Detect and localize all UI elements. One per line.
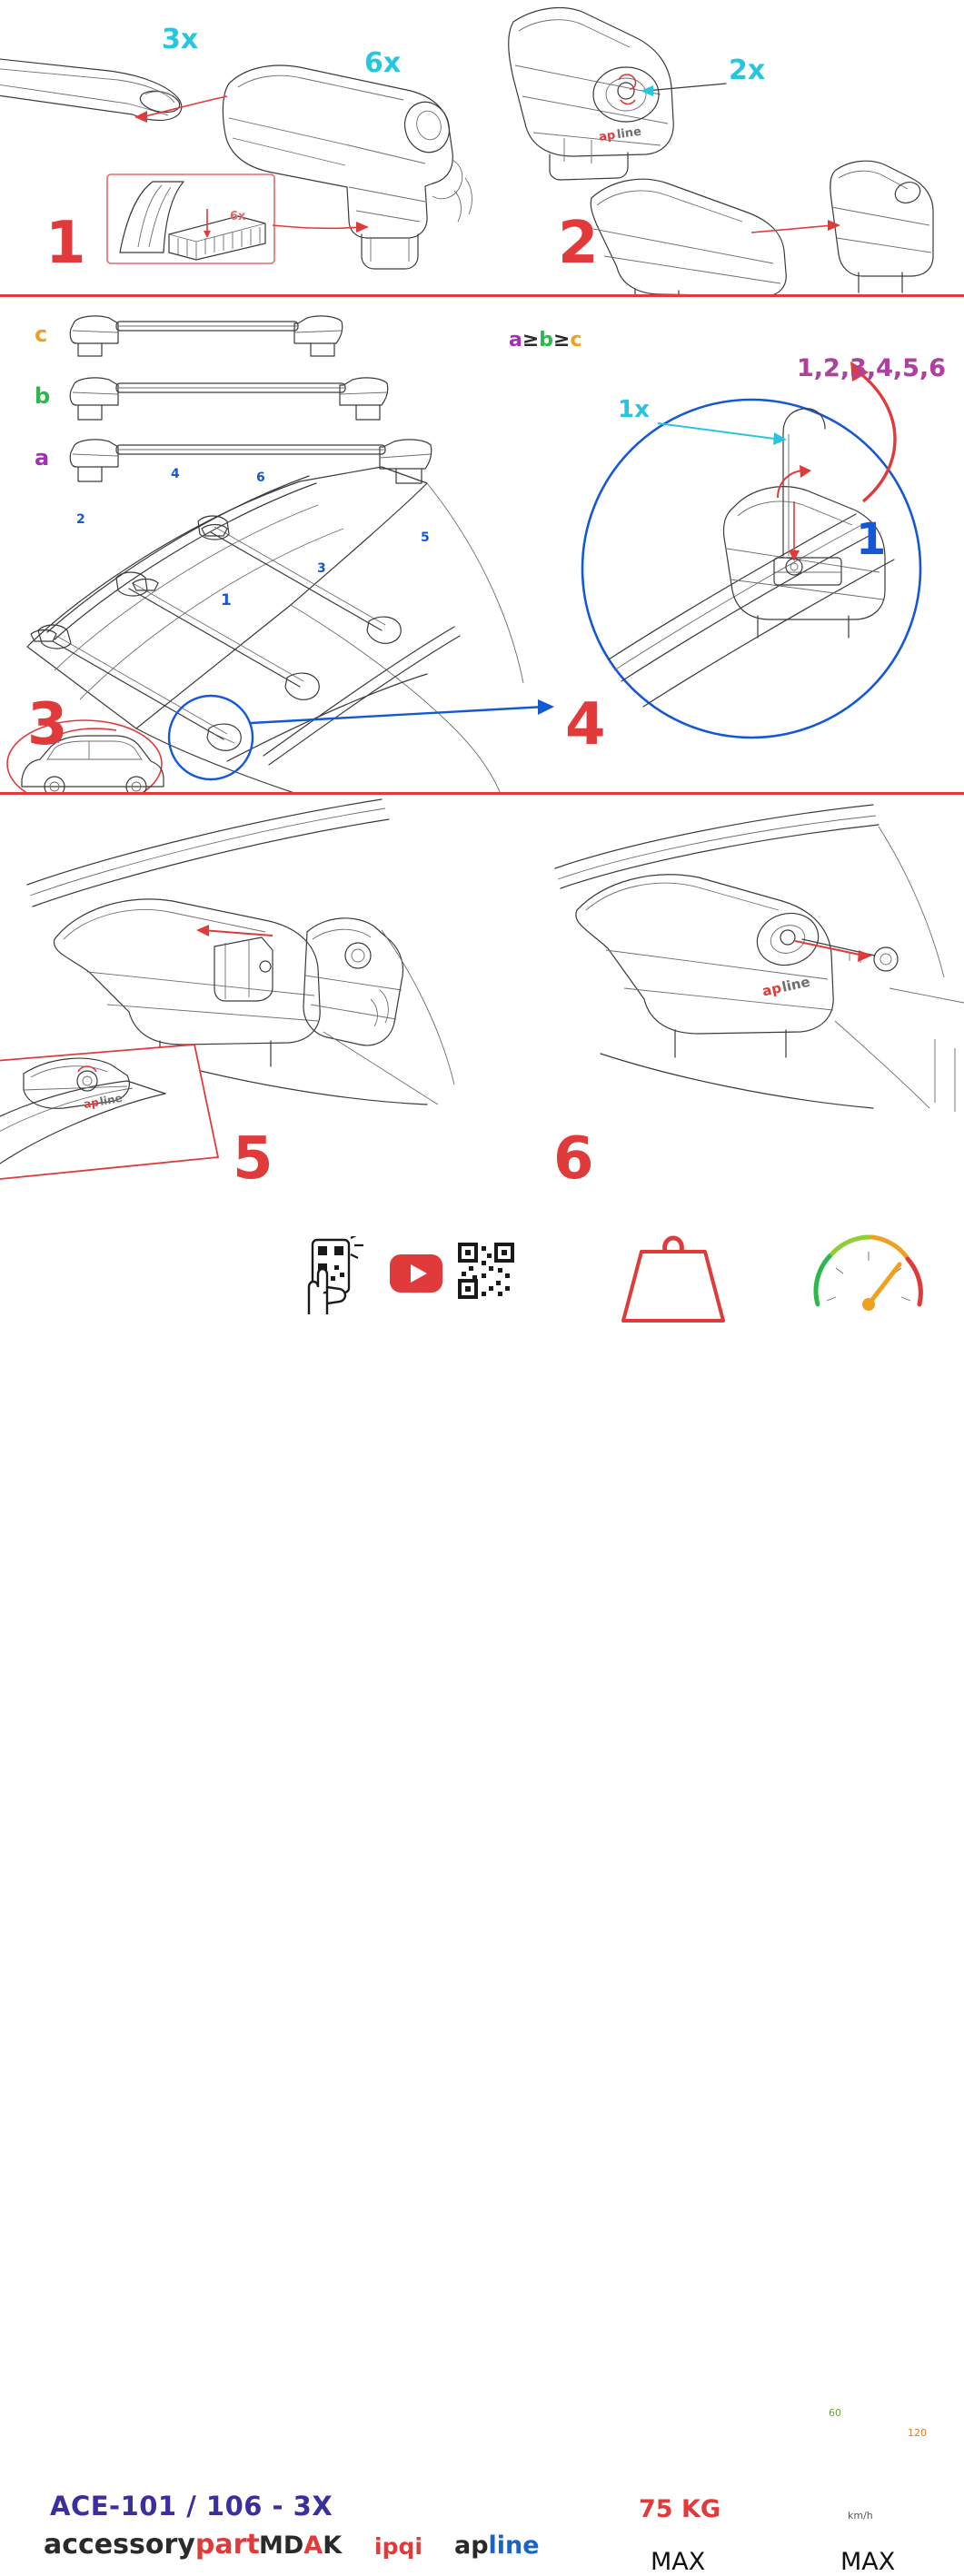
step-2-number: 2 [558,210,598,277]
brand-ipqi: ipqi [374,2533,422,2560]
svg-text:line: line [780,973,812,996]
brand-mdak-part2: K [323,2531,343,2560]
step-5-panel [0,794,482,1235]
qr-scan-hand-icon [300,1236,363,1318]
speedometer-tick-120: 120 [908,2427,927,2439]
brand-apline-part1: ap [454,2531,489,2560]
step-3-panel [0,296,582,792]
roof-marker-1: 1 [221,591,232,609]
svg-text:line: line [98,1091,124,1108]
brand-accessorypart-part2: part [194,2529,260,2561]
step-4-panel [556,296,964,792]
cond-b: b [539,329,554,352]
svg-text:ap: ap [82,1095,100,1111]
brand-mdak-part1: MD [259,2531,304,2560]
tighten-sequence-text: 1,2,3,4,5,6 [797,354,947,382]
footer [0,1235,964,2576]
svg-text:line: line [616,124,642,143]
brand-apline-part2: line [488,2531,540,2560]
step-1-panel [0,0,482,294]
step-3-illustration [0,296,563,792]
brand-apline [454,2531,540,2560]
speedometer-tick-60: 60 [829,2407,841,2419]
step-1-qty-6x: 6x [364,47,402,79]
bar-label-a: a [35,445,50,471]
bar-label-c: c [35,322,48,347]
roof-marker-4: 4 [171,467,180,481]
brand-accessorypart-part1: accessory [44,2529,195,2561]
model-code: ACE-101 / 106 - 3X [50,2491,333,2522]
step-5-number: 5 [233,1125,273,1193]
brand-mdak-accent: A [303,2531,323,2560]
svg-text:ap: ap [598,128,617,144]
roof-marker-6: 6 [256,471,265,485]
weight-limit-value: 75 KG [639,2495,721,2523]
step-1-qty-6x-small: 6x [230,210,246,223]
weight-limit-caption: MAX [651,2548,706,2576]
step-6-panel [482,794,964,1235]
speed-limit-caption: MAX [840,2548,896,2576]
step-4-qty-1x: 1x [618,396,650,423]
cond-c: c [570,329,582,352]
roof-marker-2: 2 [76,512,85,527]
step-1-number: 1 [45,210,85,277]
svg-text:ap: ap [760,979,783,1000]
roof-marker-3: 3 [317,561,326,576]
qr-code-icon[interactable] [458,1243,514,1299]
speedometer-icon [805,1217,932,1326]
step-6-number: 6 [553,1125,593,1193]
step-1-qty-3x: 3x [162,24,199,55]
brand-mdak [259,2531,342,2560]
step-4-torque-label: 1 [856,514,887,565]
roof-marker-5: 5 [421,530,430,545]
step-2-illustration [482,0,964,294]
cond-ge1: ≥ [522,329,540,352]
step-4-number: 4 [565,691,605,758]
speedometer-unit: km/h [848,2510,873,2522]
tighten-sequence [797,354,946,382]
brand-accessorypart [44,2529,260,2561]
weight-icon [614,1221,732,1326]
bar-label-b: b [35,383,51,409]
cond-a: a [509,329,522,352]
step-2-panel [482,0,964,294]
step-2-qty-2x: 2x [729,54,766,86]
cond-ge2: ≥ [553,329,571,352]
youtube-icon[interactable] [389,1253,443,1293]
step-3-number: 3 [27,691,67,758]
